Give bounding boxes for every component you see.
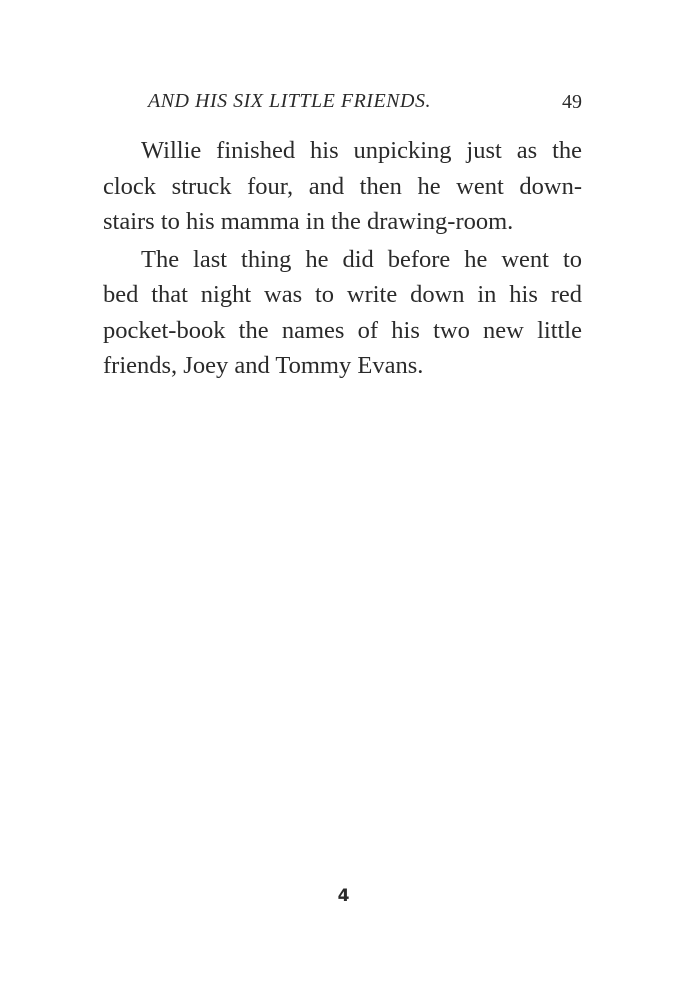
page-number: 49 <box>562 91 582 113</box>
text-line: friends, Joey and Tommy Evans. <box>103 352 424 379</box>
running-head <box>148 88 582 118</box>
text-line: stairs to his mamma in the drawing-room. <box>103 208 514 235</box>
text-line: clock struck four, and then he went down- <box>103 172 582 200</box>
paragraph-2 <box>103 242 582 384</box>
signature-mark: 4 <box>337 886 350 906</box>
text-line: pocket-book the names of his two new little <box>103 316 582 344</box>
paragraph-1 <box>103 133 582 240</box>
running-title: AND HIS SIX LITTLE FRIENDS. <box>148 90 431 112</box>
body-text <box>103 133 582 384</box>
text-line: bed that night was to write down in his red <box>103 281 582 308</box>
text-line: Willie finished his unpicking just as the <box>141 137 582 164</box>
text-line: The last thing he did before he went to <box>141 245 582 273</box>
